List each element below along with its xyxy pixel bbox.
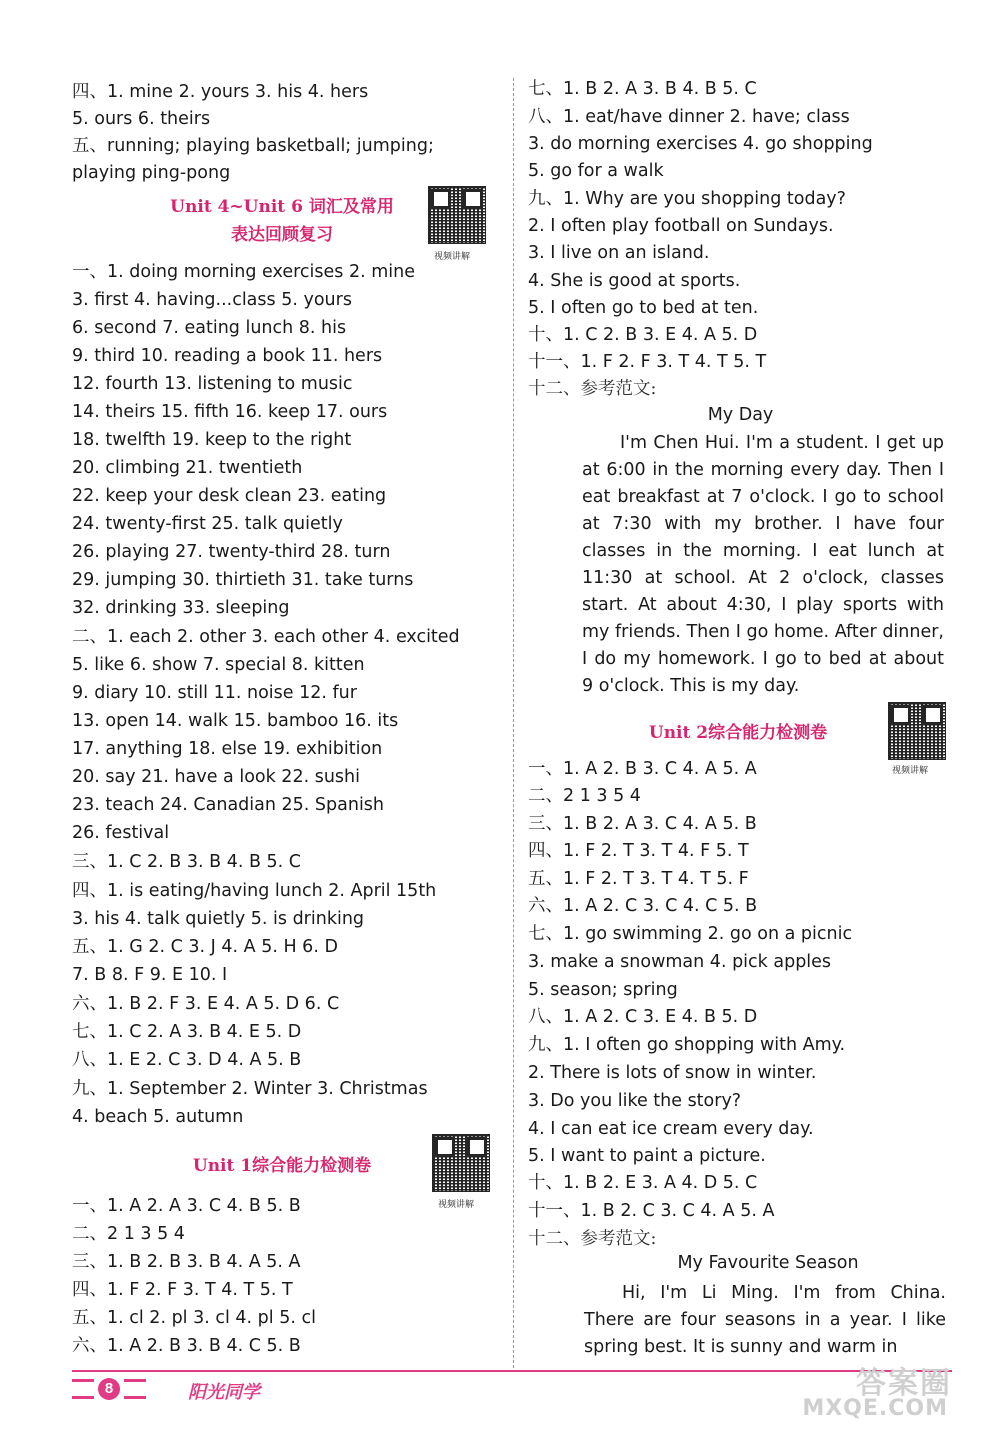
- qr-code-icon[interactable]: [888, 702, 946, 760]
- answer-line: 四、1. F 2. F 3. T 4. T 5. T: [72, 1280, 293, 1300]
- answer-line: 五、1. F 2. T 3. T 4. T 5. F: [528, 869, 749, 889]
- qr-code-icon[interactable]: [432, 1134, 490, 1192]
- qr-caption: 视频讲解: [892, 766, 929, 776]
- answer-line: 一、1. doing morning exercises 2. mine: [72, 262, 415, 282]
- essay-body: Hi, I'm Li Ming. I'm from China. There are four seasons in a year. I like spring best. It is sunny and warm in: [584, 1283, 946, 1357]
- answer-line: 二、2 1 3 5 4: [528, 786, 641, 806]
- section-title-unit2: Unit 2综合能力检测卷: [648, 723, 828, 743]
- answer-line: 九、1. Why are you shopping today?: [528, 189, 846, 209]
- footer-rule: [72, 1370, 952, 1372]
- answer-line: 十一、1. F 2. F 3. T 4. T 5. T: [528, 352, 767, 372]
- answer-line: 3. Do you like the story?: [528, 1091, 742, 1111]
- answer-line: 一、1. A 2. B 3. C 4. A 5. A: [528, 759, 757, 779]
- decor-bars-icon: [72, 1379, 94, 1399]
- answer-line: 4. beach 5. autumn: [72, 1107, 244, 1127]
- answer-line: 5. I often go to bed at ten.: [528, 298, 759, 318]
- essay-title: My Day: [707, 405, 774, 425]
- answer-line: 2. There is lots of snow in winter.: [528, 1063, 817, 1083]
- answer-line: playing ping-pong: [72, 163, 231, 183]
- answer-line: 3. first 4. having...class 5. yours: [72, 290, 352, 310]
- watermark: 答案圈: [856, 1366, 952, 1401]
- answer-line: 七、1. go swimming 2. go on a picnic: [528, 924, 853, 944]
- answer-line: 14. theirs 15. fifth 16. keep 17. ours: [72, 402, 388, 422]
- answer-line: 六、1. A 2. C 3. C 4. C 5. B: [528, 896, 758, 916]
- answer-line: 五、1. G 2. C 3. J 4. A 5. H 6. D: [72, 937, 338, 957]
- answer-line: 5. go for a walk: [528, 161, 664, 181]
- section-title-review-line2: 表达回顾复习: [231, 225, 333, 245]
- answer-line: 三、1. C 2. B 3. B 4. B 5. C: [72, 852, 302, 872]
- answer-line: 17. anything 18. else 19. exhibition: [72, 739, 383, 759]
- watermark-url: MXQE.COM: [802, 1396, 948, 1421]
- answer-line: 四、1. is eating/having lunch 2. April 15th: [72, 881, 437, 901]
- answer-line: 2. I often play football on Sundays.: [528, 216, 834, 236]
- answer-line: 八、1. eat/have dinner 2. have; class: [528, 107, 850, 127]
- answer-line: 二、1. each 2. other 3. each other 4. excited: [72, 627, 460, 647]
- brand-logo: 阳光同学: [188, 1382, 260, 1403]
- answer-line: 五、1. cl 2. pl 3. cl 4. pl 5. cl: [72, 1308, 316, 1328]
- answer-line: 四、1. F 2. T 3. T 4. F 5. T: [528, 841, 749, 861]
- answer-line: 9. diary 10. still 11. noise 12. fur: [72, 683, 357, 703]
- answer-line: 一、1. A 2. A 3. C 4. B 5. B: [72, 1196, 301, 1216]
- answer-line: 3. his 4. talk quietly 5. is drinking: [72, 909, 365, 929]
- decor-bars-icon: [124, 1379, 146, 1399]
- answer-line: 24. twenty-first 25. talk quietly: [72, 514, 343, 534]
- answer-line: 20. say 21. have a look 22. sushi: [72, 767, 360, 787]
- answer-line: 18. twelfth 19. keep to the right: [72, 430, 352, 450]
- answer-line: 6. second 7. eating lunch 8. his: [72, 318, 347, 338]
- answer-line: 9. third 10. reading a book 11. hers: [72, 346, 383, 366]
- answer-line: 四、1. mine 2. yours 3. his 4. hers: [72, 82, 369, 102]
- answer-line: 三、1. B 2. B 3. B 4. A 5. A: [72, 1252, 301, 1272]
- answer-line: 3. make a snowman 4. pick apples: [528, 952, 832, 972]
- answer-line: 5. season; spring: [528, 980, 678, 1000]
- qr-caption: 视频讲解: [434, 252, 471, 262]
- answer-line: 29. jumping 30. thirtieth 31. take turns: [72, 570, 414, 590]
- sample-essay-label: 十二、参考范文:: [528, 379, 657, 399]
- answer-line: 7. B 8. F 9. E 10. I: [72, 965, 228, 985]
- answer-line: 32. drinking 33. sleeping: [72, 598, 290, 618]
- answer-line: 5. ours 6. theirs: [72, 109, 211, 129]
- answer-line: 十一、1. B 2. C 3. C 4. A 5. A: [528, 1201, 775, 1221]
- answer-line: 十、1. B 2. E 3. A 4. D 5. C: [528, 1173, 758, 1193]
- page-number: 8: [98, 1378, 120, 1400]
- answer-line: 23. teach 24. Canadian 25. Spanish: [72, 795, 385, 815]
- answer-line: 12. fourth 13. listening to music: [72, 374, 353, 394]
- answer-line: 十、1. C 2. B 3. E 4. A 5. D: [528, 325, 758, 345]
- answer-line: 4. She is good at sports.: [528, 271, 741, 291]
- qr-code-icon[interactable]: [428, 186, 486, 244]
- answer-line: 3. I live on an island.: [528, 243, 710, 263]
- qr-caption: 视频讲解: [438, 1200, 475, 1210]
- answer-line: 三、1. B 2. A 3. C 4. A 5. B: [528, 814, 757, 834]
- answer-line: 九、1. I often go shopping with Amy.: [528, 1035, 846, 1055]
- answer-line: 七、1. C 2. A 3. B 4. E 5. D: [72, 1022, 302, 1042]
- answer-line: 八、1. E 2. C 3. D 4. A 5. B: [72, 1050, 302, 1070]
- page-footer: [72, 1362, 952, 1422]
- answer-line: 六、1. B 2. F 3. E 4. A 5. D 6. C: [72, 994, 340, 1014]
- answer-line: 26. playing 27. twenty-third 28. turn: [72, 542, 391, 562]
- column-divider: [513, 78, 514, 1368]
- page-number-badge: [72, 1378, 146, 1400]
- section-title-unit1: Unit 1综合能力检测卷: [192, 1156, 372, 1176]
- answer-line: 4. I can eat ice cream every day.: [528, 1119, 814, 1139]
- answer-line: 二、2 1 3 5 4: [72, 1224, 185, 1244]
- answer-line: 六、1. A 2. B 3. B 4. C 5. B: [72, 1336, 301, 1356]
- answer-line: 5. like 6. show 7. special 8. kitten: [72, 655, 365, 675]
- answer-line: 五、running; playing basketball; jumping;: [72, 136, 434, 156]
- answer-line: 5. I want to paint a picture.: [528, 1146, 766, 1166]
- section-title-review-line1: Unit 4~Unit 6 词汇及常用: [170, 197, 394, 217]
- answer-line: 七、1. B 2. A 3. B 4. B 5. C: [528, 79, 757, 99]
- essay-body: I'm Chen Hui. I'm a student. I get up at 6:00 in the morning every day. Then I eat breakfast at 7 o'clock. I go to school at 7:30 with my brother. I have four classes in the morning. I eat lunch at 11:30 at school. At 2 o'clock, classes start. At about 4:30, I play sports with my friends. Then I go home. After dinner, I do my homework. I go to bed at about 9 o'clock. This is my day.: [582, 433, 944, 696]
- sample-essay-label: 十二、参考范文:: [528, 1229, 657, 1249]
- answer-line: 20. climbing 21. twentieth: [72, 458, 303, 478]
- essay-title: My Favourite Season: [677, 1253, 859, 1273]
- answer-line: 九、1. September 2. Winter 3. Christmas: [72, 1079, 428, 1099]
- answer-line: 八、1. A 2. C 3. E 4. B 5. D: [528, 1007, 758, 1027]
- answer-line: 3. do morning exercises 4. go shopping: [528, 134, 873, 154]
- answer-line: 22. keep your desk clean 23. eating: [72, 486, 387, 506]
- answer-line: 13. open 14. walk 15. bamboo 16. its: [72, 711, 399, 731]
- answer-line: 26. festival: [72, 823, 170, 843]
